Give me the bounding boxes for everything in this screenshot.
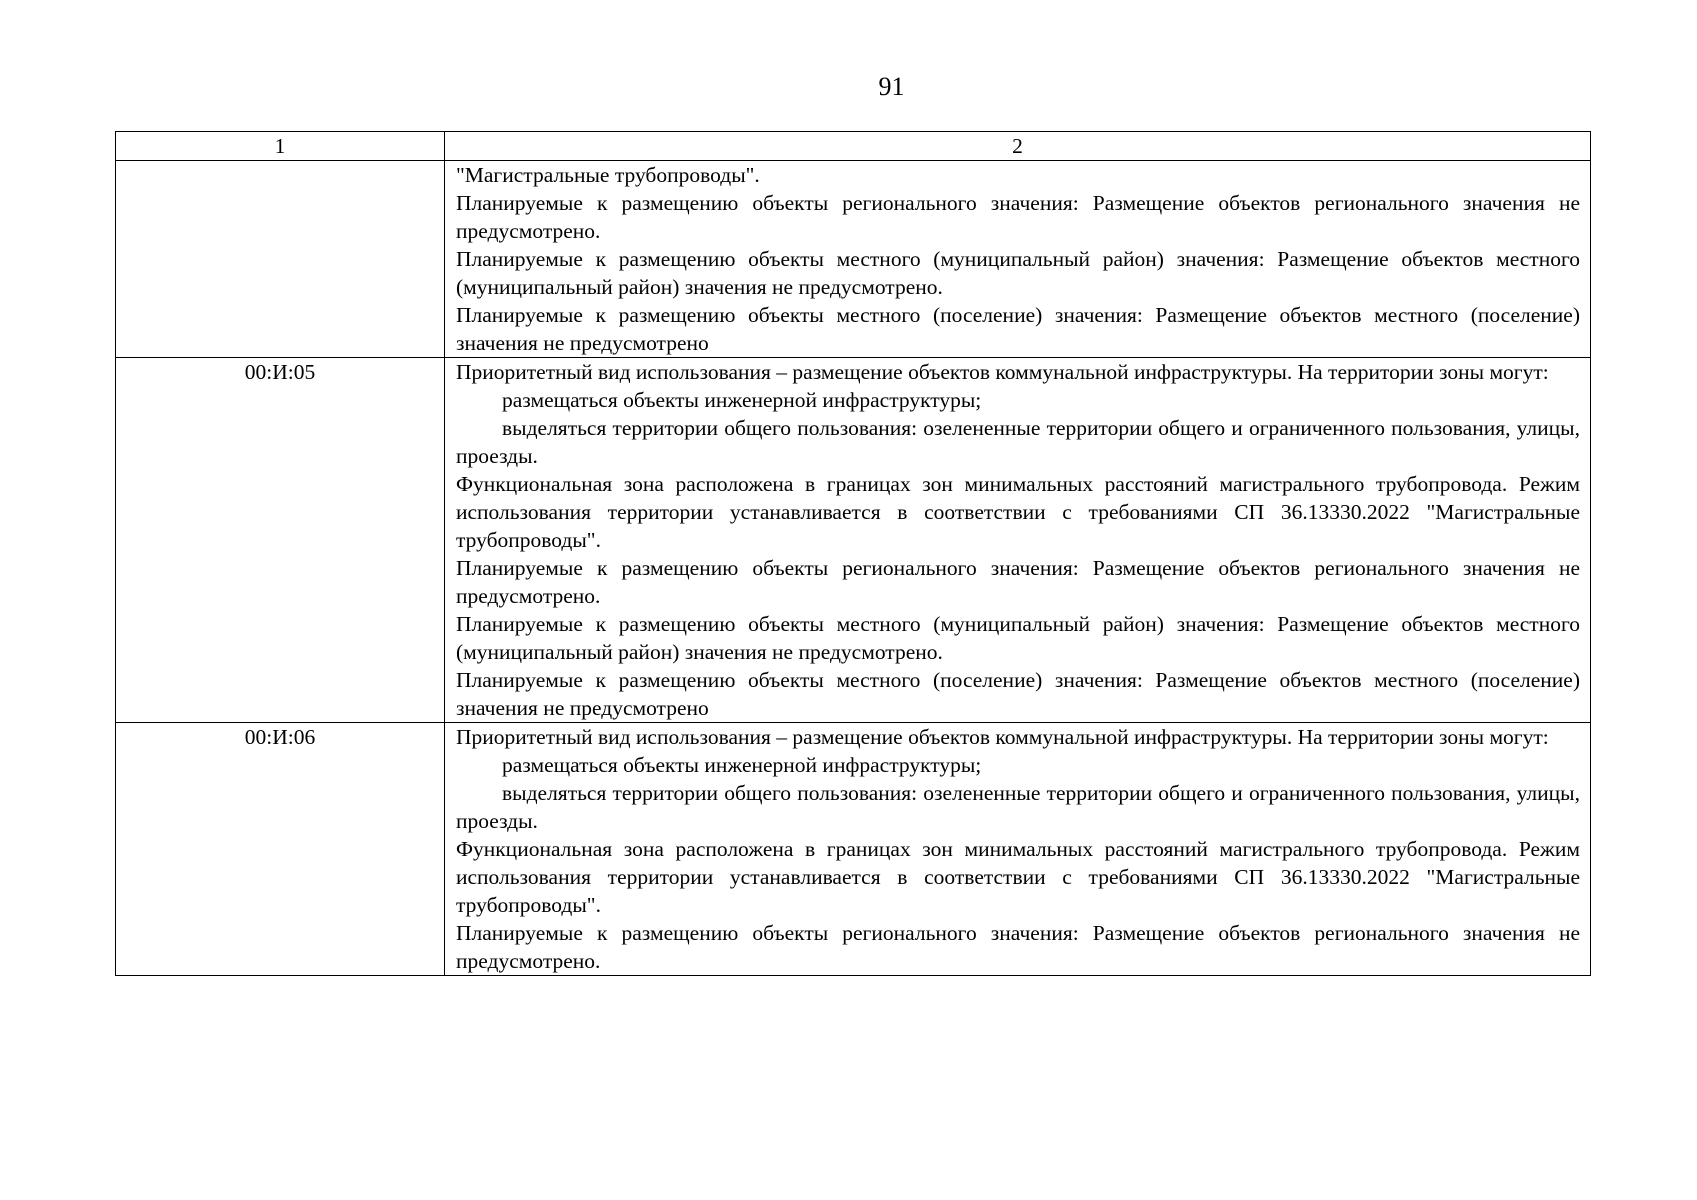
table-header-row <box>116 132 1591 161</box>
table-row <box>116 161 1591 358</box>
description-paragraph: Планируемые к размещению объекты регионального значения: Размещение объектов регионального значения не предусмотрено. <box>456 191 1580 243</box>
column-header-1: 1 <box>116 132 445 161</box>
description-paragraph: размещаться объекты инженерной инфраструктуры; <box>502 388 982 412</box>
description-paragraph: Планируемые к размещению объекты местного (поселение) значения: Размещение объектов местного (поселение) значения не предусмотрено <box>456 303 1580 355</box>
description-paragraph: Планируемые к размещению объекты регионального значения: Размещение объектов регионального значения не предусмотрено. <box>456 556 1580 608</box>
page-number: 91 <box>878 72 905 101</box>
description-paragraph: Функциональная зона расположена в границах зон минимальных расстояний магистрального трубопровода. Режим использования территории устанавливается в соответствии с требованиями СП 36.13330.2022 "Магистральные трубопроводы". <box>456 837 1580 917</box>
zone-code-cell: 00:И:06 <box>116 723 445 976</box>
description-paragraph: Планируемые к размещению объекты регионального значения: Размещение объектов регионального значения не предусмотрено. <box>456 921 1580 973</box>
column-header-2: 2 <box>445 132 1591 161</box>
description-paragraph: Функциональная зона расположена в границах зон минимальных расстояний магистрального трубопровода. Режим использования территории устанавливается в соответствии с требованиями СП 36.13330.2022 "Магистральные трубопроводы". <box>456 472 1580 552</box>
description-paragraph: Приоритетный вид использования – размещение объектов коммунальной инфраструктуры. На территории зоны могут: <box>456 725 1549 749</box>
description-paragraph: выделяться территории общего пользования: озелененные территории общего и ограниченного пользования, улицы, проезды. <box>456 416 1580 468</box>
zone-description-cell <box>445 723 1591 976</box>
zone-table <box>115 131 1591 976</box>
description-paragraph: размещаться объекты инженерной инфраструктуры; <box>502 753 982 777</box>
description-paragraph: Планируемые к размещению объекты местного (муниципальный район) значения: Размещение объектов местного (муниципальный район) значения не предусмотрено. <box>456 612 1580 664</box>
description-paragraph: "Магистральные трубопроводы". <box>456 163 760 187</box>
table-row <box>116 723 1591 976</box>
table-body <box>116 161 1591 976</box>
zone-description-cell <box>445 358 1591 723</box>
zone-code-cell <box>116 161 445 358</box>
zone-code-cell: 00:И:05 <box>116 358 445 723</box>
description-paragraph: Планируемые к размещению объекты местного (муниципальный район) значения: Размещение объектов местного (муниципальный район) значения не предусмотрено. <box>456 247 1580 299</box>
table-row <box>116 358 1591 723</box>
description-paragraph: Планируемые к размещению объекты местного (поселение) значения: Размещение объектов местного (поселение) значения не предусмотрено <box>456 668 1580 720</box>
zone-description-cell <box>445 161 1591 358</box>
description-paragraph: выделяться территории общего пользования: озелененные территории общего и ограниченного пользования, улицы, проезды. <box>456 781 1580 833</box>
description-paragraph: Приоритетный вид использования – размещение объектов коммунальной инфраструктуры. На территории зоны могут: <box>456 360 1549 384</box>
